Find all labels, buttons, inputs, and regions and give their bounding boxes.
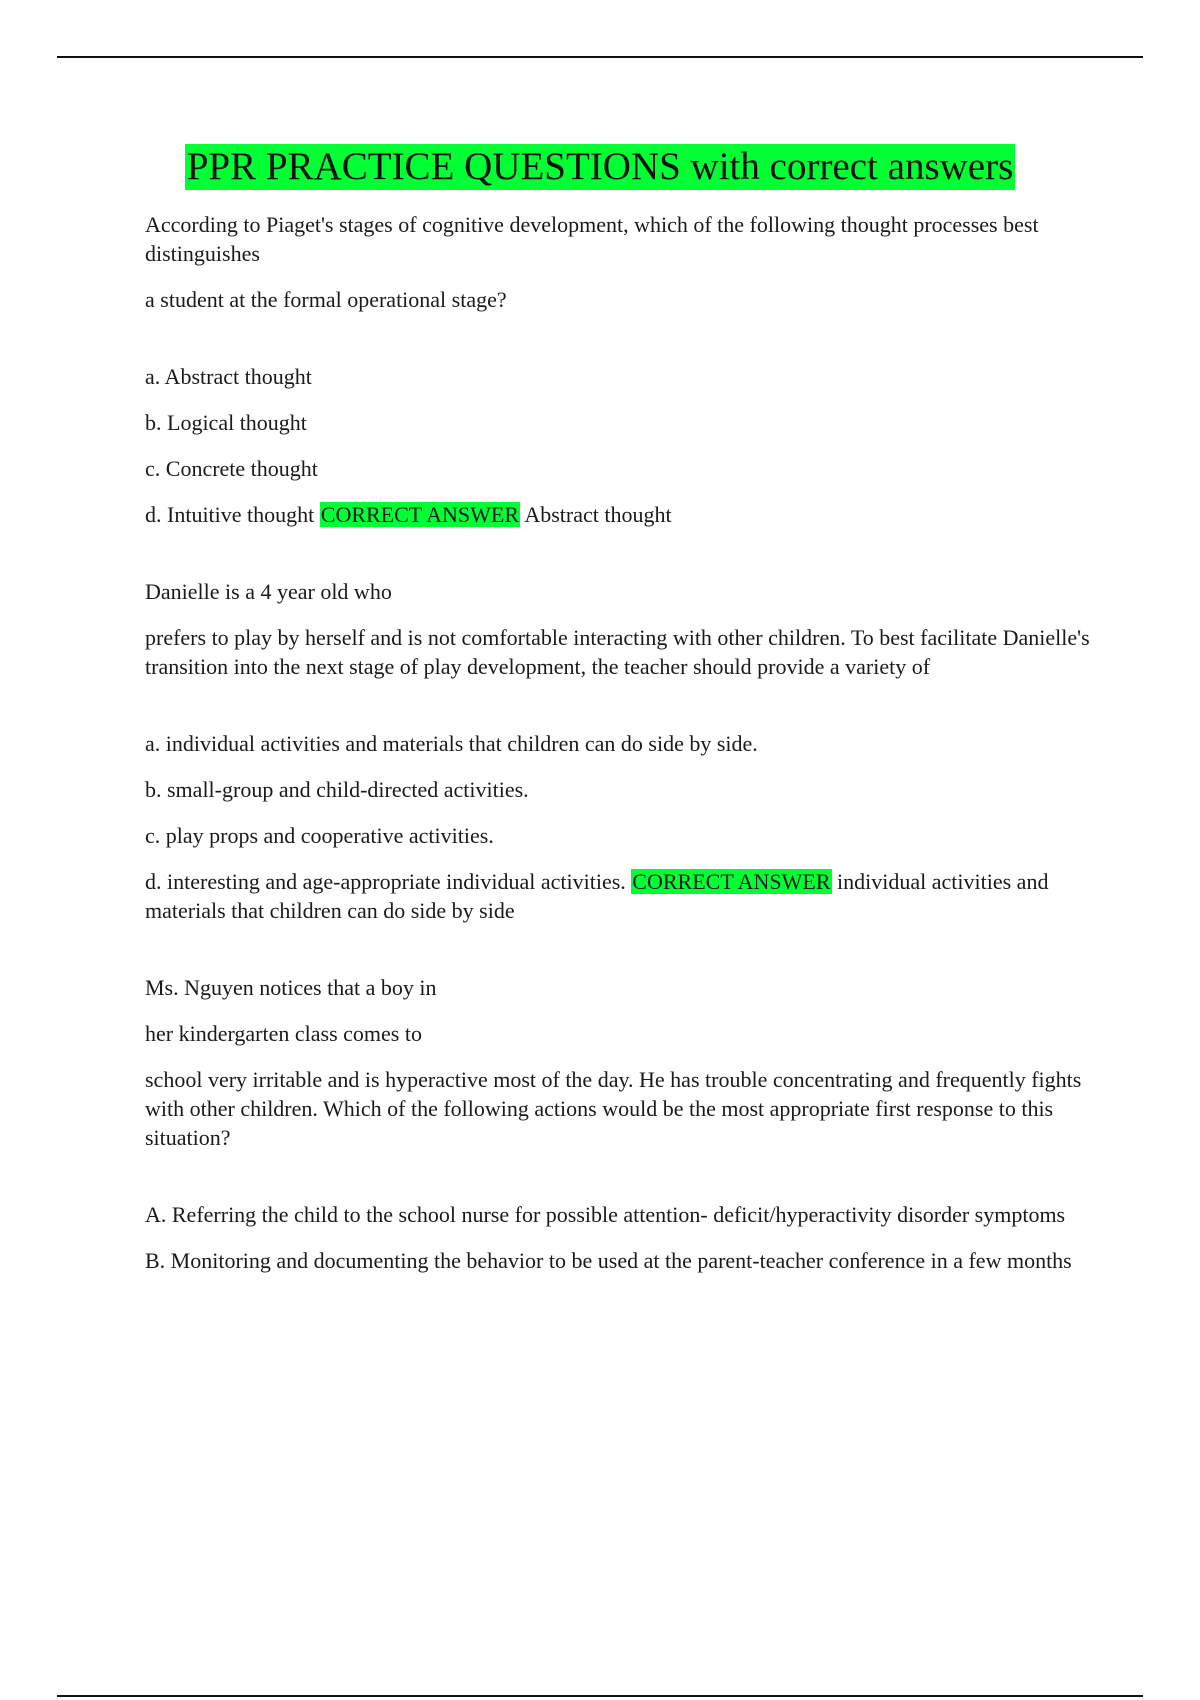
q1-answer: Abstract thought <box>524 502 672 527</box>
q2-stem-1: Danielle is a 4 year old who <box>145 579 392 604</box>
spacer <box>145 546 1090 577</box>
top-rule <box>57 56 1143 58</box>
q1-option-a: a. Abstract thought <box>145 364 312 389</box>
q3-option-a: A. Referring the child to the school nurse for possible attention- deficit/hyperactivity disorder symptoms <box>145 1202 1066 1227</box>
q3-stem-2: her kindergarten class comes to <box>145 1021 422 1046</box>
q1-stem-2: a student at the formal operational stage? <box>145 287 507 312</box>
question-1 <box>145 210 1090 529</box>
q1-stem-1: According to Piaget's stages of cognitive development, which of the following thought processes best distinguishes <box>145 212 1039 266</box>
question-2 <box>145 577 1090 925</box>
q1-correct-answer-marker: CORRECT ANSWER <box>320 502 520 527</box>
q2-option-c: c. play props and cooperative activities. <box>145 823 494 848</box>
bottom-rule <box>57 1695 1143 1697</box>
q1-option-b: b. Logical thought <box>145 410 307 435</box>
q1-option-d: d. Intuitive thought <box>145 502 315 527</box>
q3-stem-3: school very irritable and is hyperactive most of the day. He has trouble concentrating and frequently fights with other children. Which of the following actions would be the most appropriate first response to this situation? <box>145 1067 1082 1150</box>
q2-stem-2: prefers to play by herself and is not comfortable interacting with other children. To best facilitate Danielle's transition into the next stage of play development, the teacher should provide a variety of <box>145 625 1090 679</box>
q3-stem-1: Ms. Nguyen notices that a boy in <box>145 975 437 1000</box>
title-container <box>0 144 1200 190</box>
q2-option-a: a. individual activities and materials that children can do side by side. <box>145 731 758 756</box>
question-3 <box>145 973 1090 1275</box>
q1-option-c: c. Concrete thought <box>145 456 318 481</box>
q2-option-d-line <box>145 867 1090 925</box>
spacer <box>145 698 1090 729</box>
document-title: PPR PRACTICE QUESTIONS with correct answers <box>186 145 1014 188</box>
spacer <box>145 331 1090 362</box>
spacer <box>145 942 1090 973</box>
q2-option-b: b. small-group and child-directed activities. <box>145 777 529 802</box>
q2-answer: individual activities and materials that children can do side by side <box>145 869 1049 923</box>
q2-option-d: d. interesting and age-appropriate individual activities. <box>145 869 626 894</box>
q2-correct-answer-marker: CORRECT ANSWER <box>632 869 831 894</box>
spacer <box>145 1169 1090 1200</box>
q3-option-b: B. Monitoring and documenting the behavior to be used at the parent-teacher conference in a few months <box>145 1248 1072 1273</box>
document-body <box>145 210 1090 1292</box>
q1-option-d-line <box>145 500 1090 529</box>
